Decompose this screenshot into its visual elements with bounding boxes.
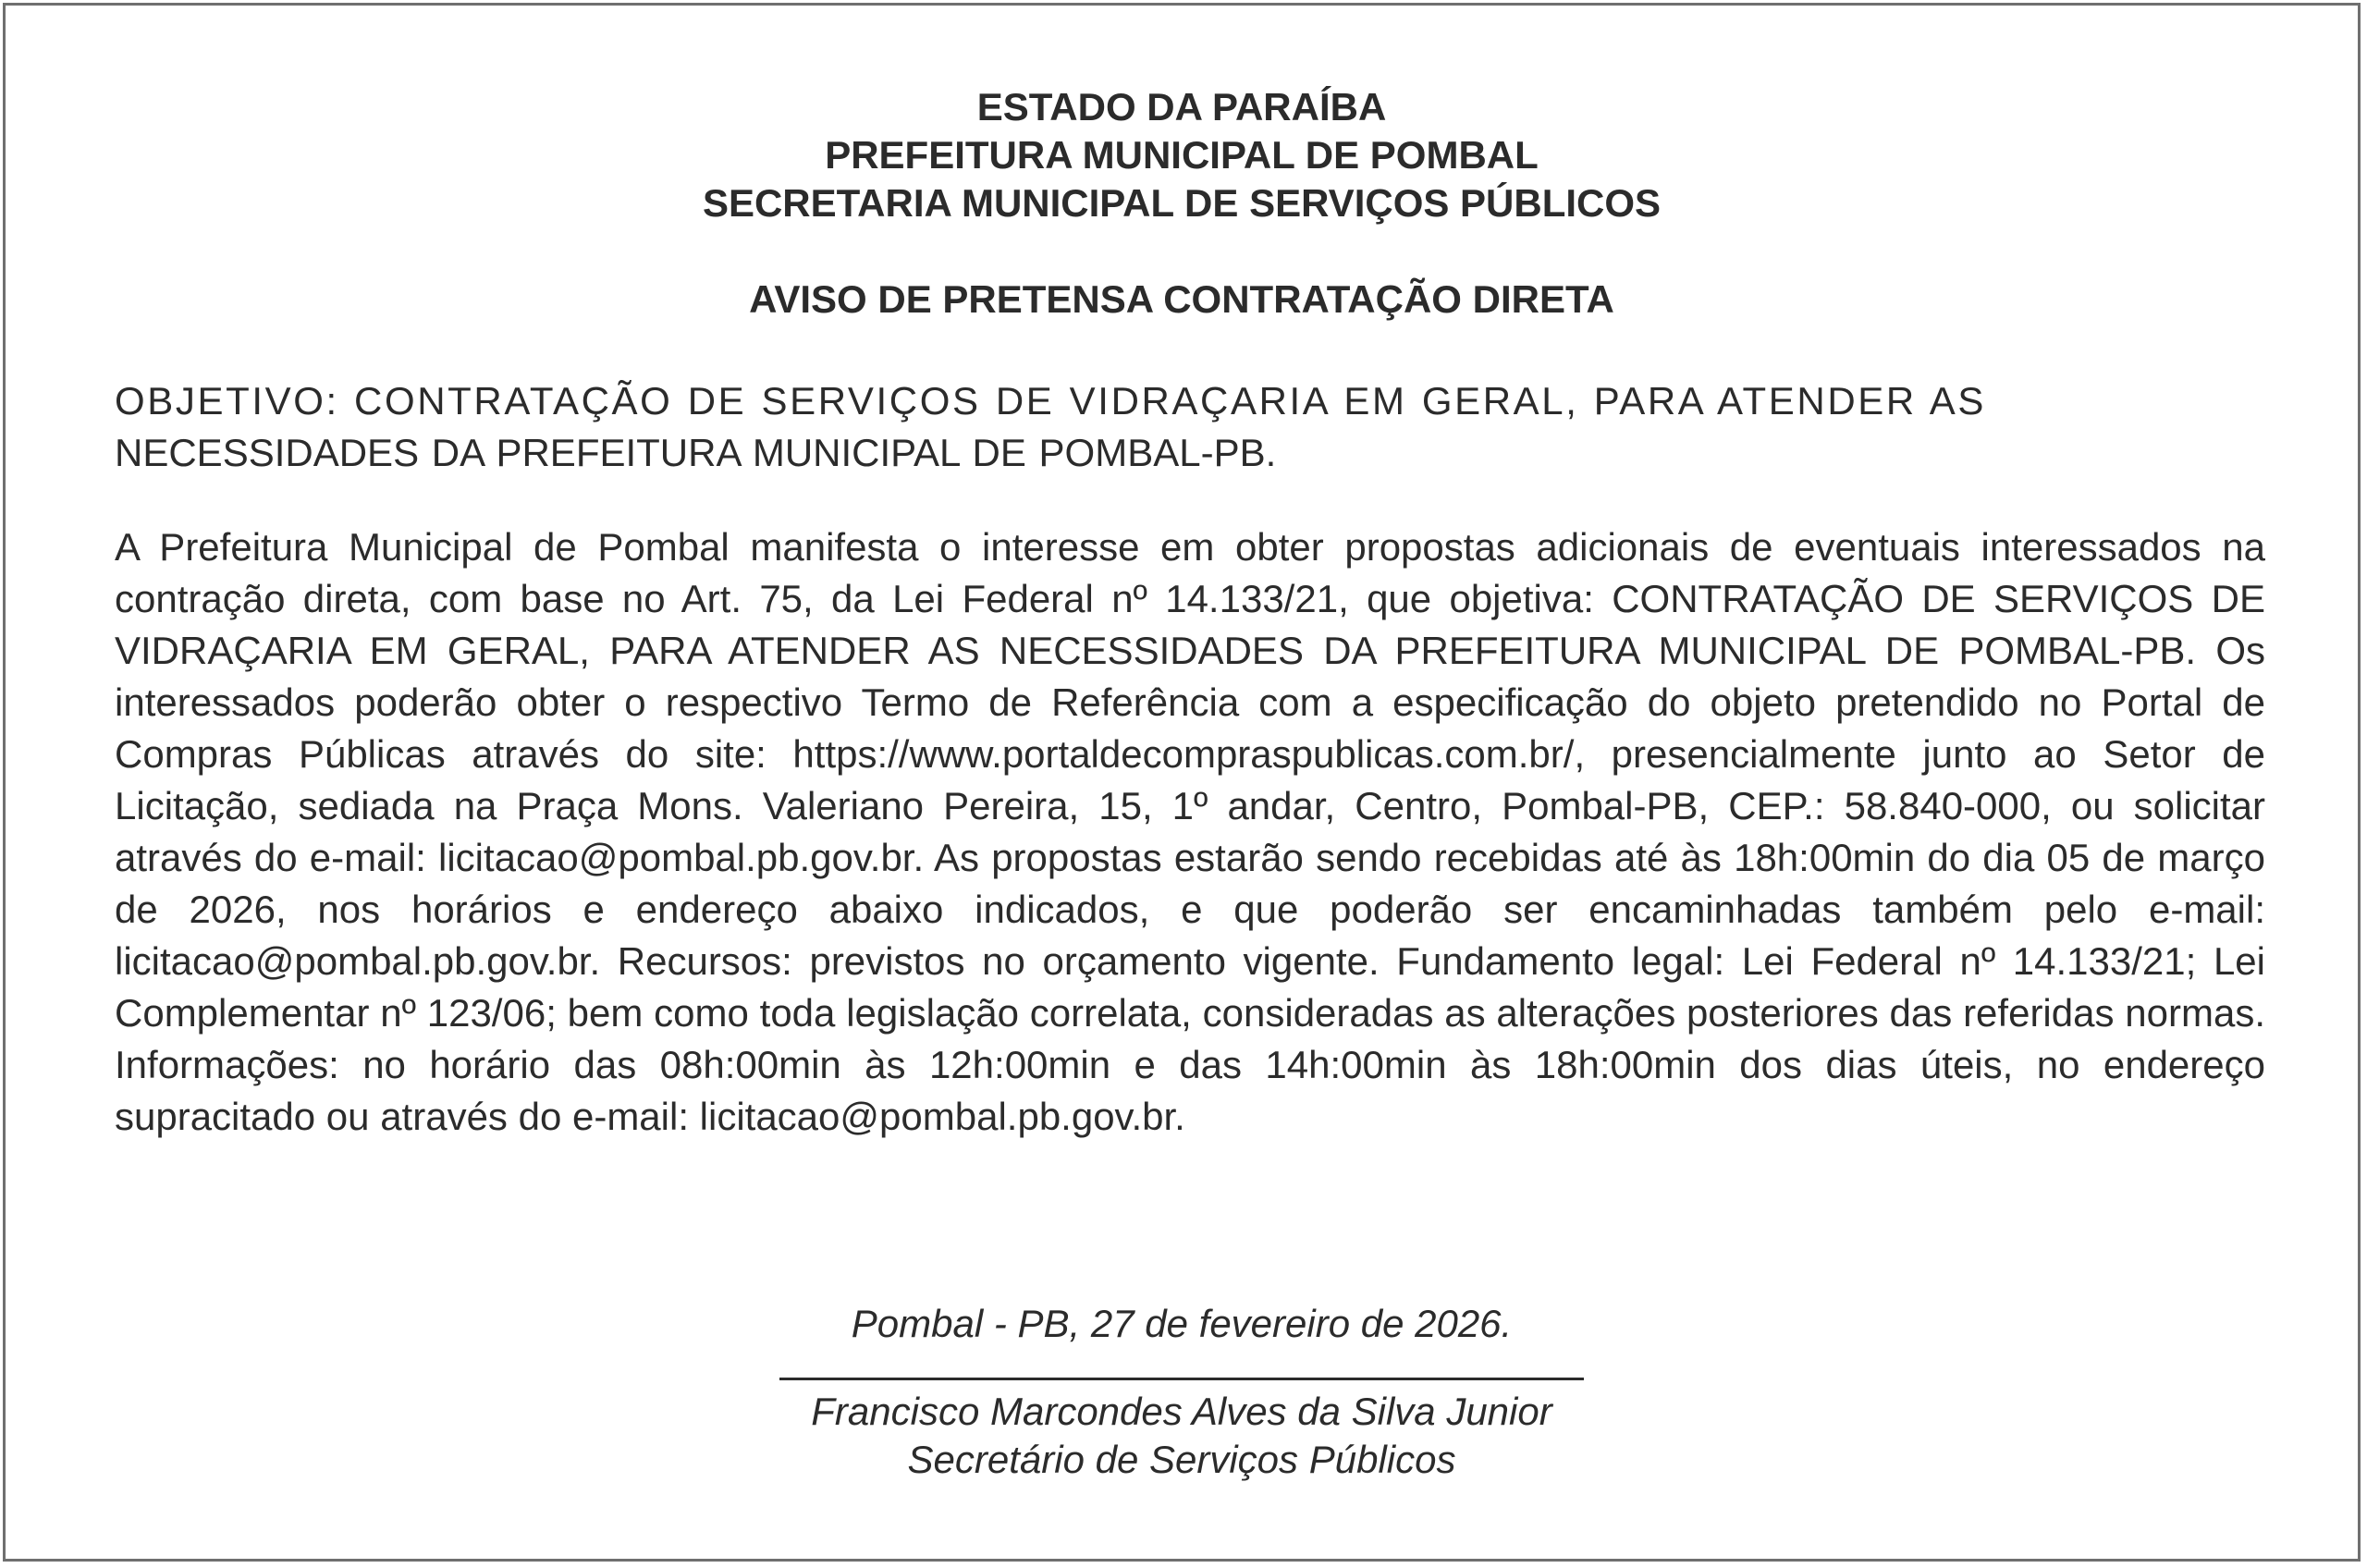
signature-line xyxy=(779,1378,1584,1380)
objective-line-2: NECESSIDADES DA PREFEITURA MUNICIPAL DE POMBAL-PB. xyxy=(115,431,1277,474)
objective-paragraph xyxy=(115,375,2265,479)
objective-line-1: OBJETIVO: CONTRATAÇÃO DE SERVIÇOS DE VIDRAÇARIA EM GERAL, PARA ATENDER AS xyxy=(115,379,1986,423)
document-header xyxy=(6,83,2358,227)
signatory-role: Secretário de Serviços Públicos xyxy=(907,1438,1456,1481)
signature-block xyxy=(6,1300,2358,1484)
notice-frame xyxy=(3,3,2361,1562)
place-date: Pombal - PB, 27 de fevereiro de 2026. xyxy=(851,1302,1513,1345)
header-municipality: PREFEITURA MUNICIPAL DE POMBAL xyxy=(825,133,1539,177)
header-state: ESTADO DA PARAÍBA xyxy=(976,85,1387,129)
signatory-name: Francisco Marcondes Alves da Silva Junior xyxy=(811,1390,1552,1433)
header-department: SECRETARIA MUNICIPAL DE SERVIÇOS PÚBLICOS xyxy=(702,181,1662,225)
notice-body: A Prefeitura Municipal de Pombal manifesta o interesse em obter propostas adicionais de eventuais interessados na contração direta, com base no Art. 75, da Lei Federal nº 14.133/21, que objetiva: CONTRATAÇÃO DE SERVIÇOS DE VIDRAÇARIA EM GERAL, PARA ATENDER AS NECESSIDADES DA PREFEITURA MUNICIPAL DE POMBAL-PB. Os interessados poderão obter o respectivo Termo de Referência com a especificação do objeto pretendido no Portal de Compras Públicas através do site: https://www.portaldecompraspublicas.com.br/, presencialmente junto ao Setor de Licitação, sediada na Praça Mons. Valeriano Pereira, 15, 1º andar, Centro, Pombal-PB, CEP.: 58.840-000, ou solicitar através do e-mail: licitacao@pombal.pb.gov.br. As propostas estarão sendo recebidas até às 18h:00min do dia 05 de março de 2026, nos horários e endereço abaixo indicados, e que poderão ser encaminhadas também pelo e-mail: licitacao@pombal.pb.gov.br. Recursos: previstos no orçamento vigente. Fundamento legal: Lei Federal nº 14.133/21; Lei Complementar nº 123/06; bem como toda legislação correlata, consideradas as alterações posteriores das referidas normas. Informações: no horário das 08h:00min às 12h:00min e das 14h:00min às 18h:00min dos dias úteis, no endereço supracitado ou através do e-mail: licitacao@pombal.pb.gov.br. xyxy=(115,525,2265,1138)
notice-title: AVISO DE PRETENSA CONTRATAÇÃO DIRETA xyxy=(749,277,1614,321)
